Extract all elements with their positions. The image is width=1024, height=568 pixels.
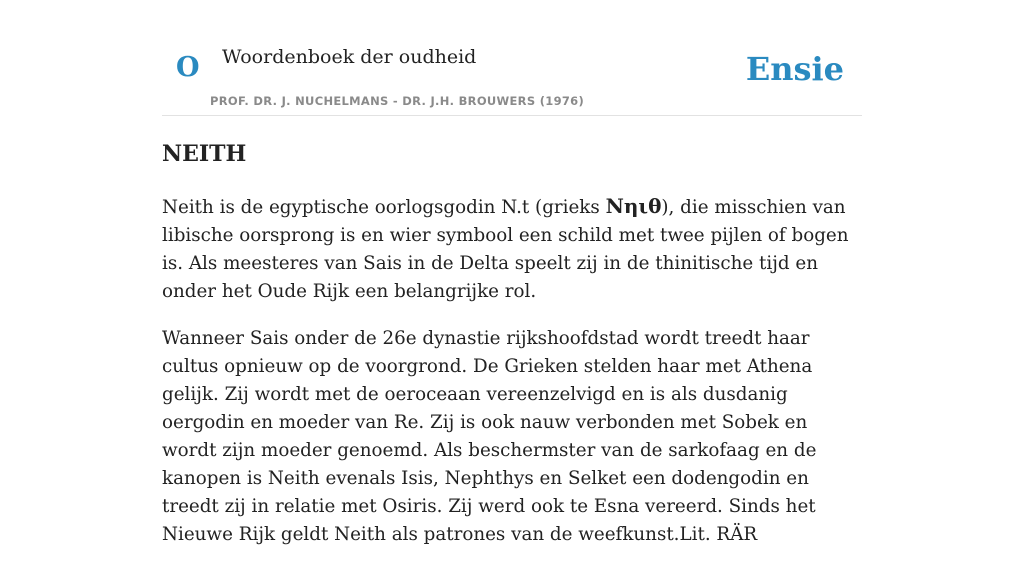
header [162,0,862,116]
paragraph-1-text-end: ), die misschien van libische oorsprong is en wier symbool een schild met twee pijlen of bogen is. Als meesteres van Sais in de Delta speelt zij in de thinitische tijd en onder het Oude Rijk een belangrijke rol. [162,197,849,302]
entry-body [162,192,867,568]
greek-name: Νηιθ [605,194,662,218]
index-letter[interactable]: O [176,52,200,83]
entry-paragraph-1 [162,192,867,306]
ensie-logo[interactable]: Ensie [745,50,844,88]
book-authors: PROF. DR. J. NUCHELMANS - DR. J.H. BROUWERS (1976) [210,94,585,108]
entry-title: NEITH [162,141,247,167]
book-title[interactable]: Woordenboek der oudheid [222,46,477,68]
entry-paragraph-2: Wanneer Sais onder de 26e dynastie rijkshoofdstad wordt treedt haar cultus opnieuw op de voorgrond. De Grieken stelden haar met Athena gelijk. Zij wordt met de oeroceaan vereenzelvigd en is als dusdanig oergodin en moeder van Re. Zij is ook nauw verbonden met Sobek en wordt zijn moeder genoemd. Als beschermster van de sarkofaag en de kanopen is Neith evenals Isis, Nephthys en Selket een dodengodin en treedt zij in relatie met Osiris. Zij werd ook te Esna vereerd. Sinds het Nieuwe Rijk geldt Neith als patrones van de weefkunst.Lit. RÄR [162,328,817,545]
paragraph-1-text-start: Neith is de egyptische oorlogsgodin N.t (grieks [162,197,606,218]
